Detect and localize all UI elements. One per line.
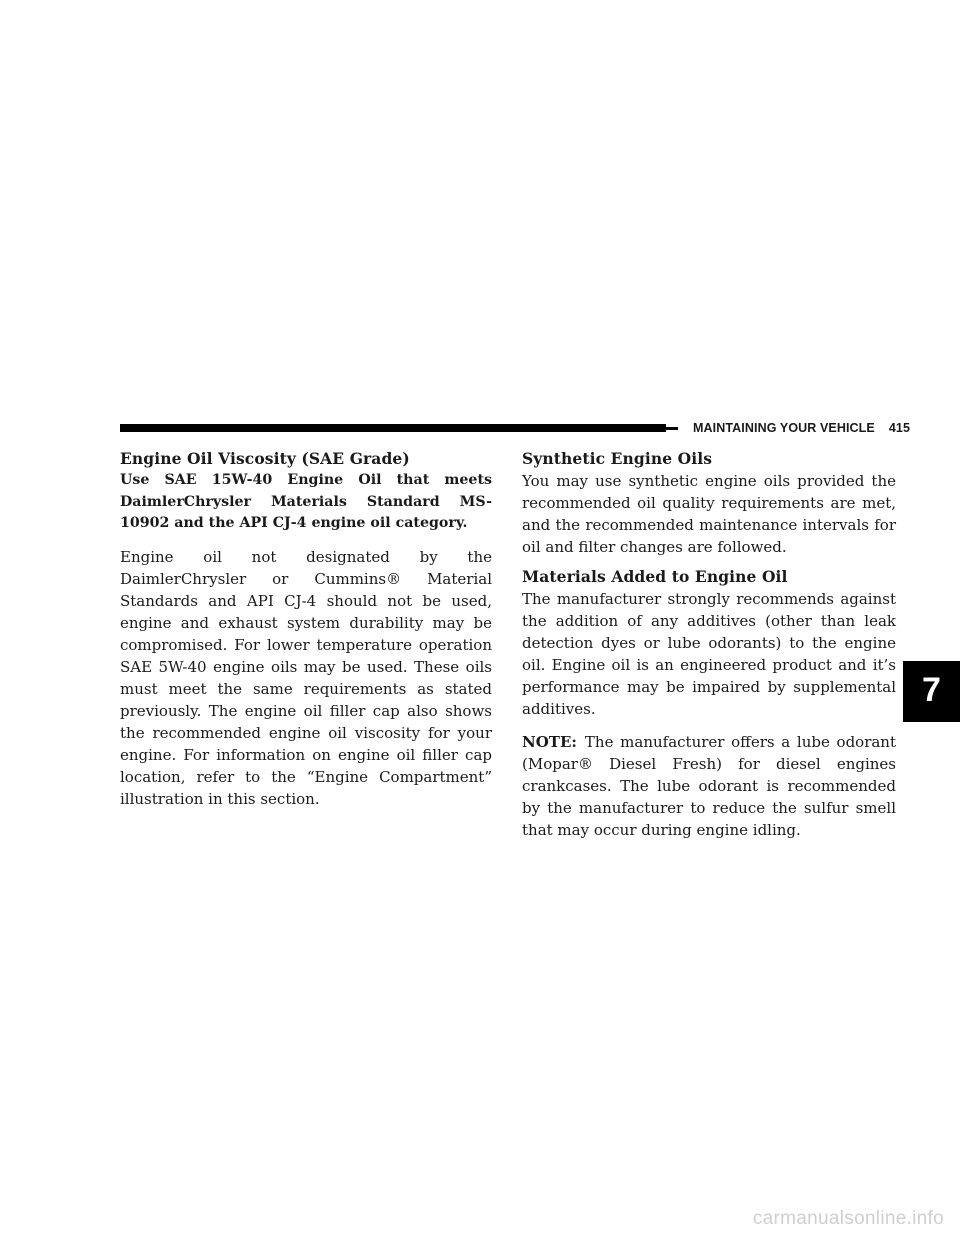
- note-text: The manufacturer offers a lube odorant (Mopar® Diesel Fresh) for diesel engines crankcases. The lube odorant is recommended by the manufacturer to reduce the sulfur smell that may occur during engine idling.: [522, 733, 896, 839]
- running-header: [678, 421, 910, 435]
- oil-spec-statement: Use SAE 15W-40 Engine Oil that meets DaimlerChrysler Materials Standard MS-10902 and the API CJ-4 engine oil category.: [120, 472, 492, 531]
- watermark: [0, 1208, 960, 1230]
- note-label: NOTE:: [522, 733, 577, 751]
- left-column: [120, 448, 492, 810]
- oil-viscosity-paragraph: Engine oil not designated by the DaimlerChrysler or Cummins® Material Standards and API CJ-4 should not be used, engine and exhaust system durability may be compromised. For lower temperature operation SAE 5W-40 engine oils may be used. These oils must meet the same requirements as stated previously. The engine oil filler cap also shows the recommended engine oil viscosity for your engine. For information on engine oil filler cap location, refer to the “Engine Compartment” illustration in this section.: [120, 547, 492, 808]
- chapter-tab: 7: [903, 661, 960, 722]
- note-paragraph: [522, 731, 896, 841]
- heading-materials-added: Materials Added to Engine Oil: [522, 567, 788, 586]
- heading-synthetic-oils: Synthetic Engine Oils: [522, 449, 713, 468]
- synthetic-oils-paragraph: You may use synthetic engine oils provided the recommended oil quality requirements are met, and the recommended maintenance intervals for oil and filter changes are followed.: [522, 472, 896, 556]
- right-column: [522, 448, 896, 841]
- page-number: 415: [888, 421, 910, 435]
- materials-added-paragraph: The manufacturer strongly recommends against the addition of any additives (other than leak detection dyes or lube odorants) to the engine oil. Engine oil is an engineered product and it’s performance may be impaired by supplemental additives.: [522, 590, 896, 718]
- section-title: MAINTAINING YOUR VEHICLE: [693, 421, 875, 435]
- header-rule: [120, 424, 666, 432]
- watermark-text: carmanualsonline.info: [752, 1208, 944, 1229]
- heading-oil-viscosity: Engine Oil Viscosity (SAE Grade): [120, 449, 410, 468]
